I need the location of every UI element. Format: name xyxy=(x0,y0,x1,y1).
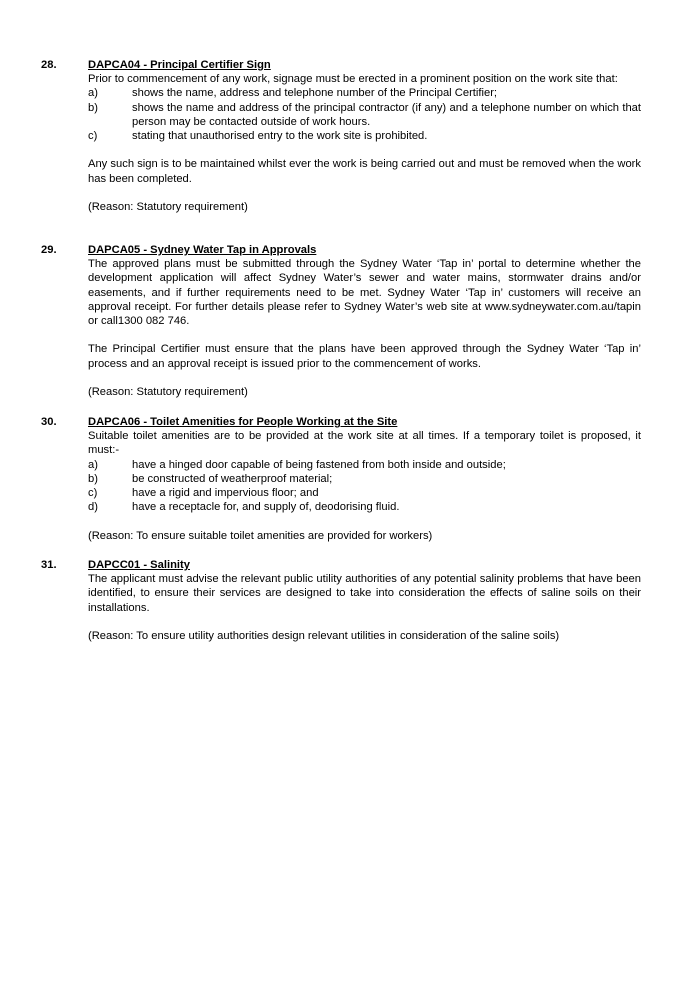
list-item-text: have a receptacle for, and supply of, deodorising fluid. xyxy=(132,501,400,514)
condition-number: 28. xyxy=(41,59,57,71)
condition-body xyxy=(88,415,641,543)
condition-title: DAPCA06 - Toilet Amenities for People Working at the Site xyxy=(88,416,398,428)
list-item xyxy=(88,486,641,500)
condition-body xyxy=(88,243,641,399)
condition-intro: The approved plans must be submitted through the Sydney Water ‘Tap in’ portal to determine whether the development application will affect Sydney Water’s sewer and water mains, stormwater drains and/or easements, and if further requirements need to be met. Sydney Water ‘Tap in’ customers will receive an approval receipt. For further details please refer to Sydney Water’s web site at www.sydneywater.com.au/tapin or call1300 082 746. xyxy=(88,258,641,328)
condition-reason: (Reason: To ensure suitable toilet amenities are provided for workers) xyxy=(88,529,433,542)
condition-number: 30. xyxy=(41,416,57,428)
list-item xyxy=(88,101,641,129)
list-item xyxy=(88,500,641,514)
list-item-label: b) xyxy=(88,101,98,114)
list-item-text: be constructed of weatherproof material; xyxy=(132,472,333,485)
condition-list xyxy=(88,458,641,515)
condition-body xyxy=(88,558,641,643)
list-item-label: a) xyxy=(88,87,98,100)
list-item xyxy=(88,129,641,143)
condition-body xyxy=(88,58,641,214)
condition-reason: (Reason: Statutory requirement) xyxy=(88,201,248,213)
condition-intro: The applicant must advise the relevant public utility authorities of any potential salinity problems that have been identified, to ensure their services are designed to take into consideration the effects of saline soils on their installations. xyxy=(88,573,641,614)
list-item-label: b) xyxy=(88,472,98,485)
list-item xyxy=(88,86,641,100)
condition-reason: (Reason: To ensure utility authorities design relevant utilities in consideration of the saline soils) xyxy=(88,630,560,642)
condition-title: DAPCC01 - Salinity xyxy=(88,559,190,571)
list-item-text: shows the name and address of the principal contractor (if any) and a telephone number on which that person may be contacted outside of work hours. xyxy=(132,101,641,128)
list-item xyxy=(88,458,641,472)
condition-title: DAPCA04 - Principal Certifier Sign xyxy=(88,59,271,71)
list-item-label: d) xyxy=(88,501,98,514)
condition-reason: (Reason: Statutory requirement) xyxy=(88,386,248,398)
condition-paragraph: Any such sign is to be maintained whilst ever the work is being carried out and must be removed when the work has been completed. xyxy=(88,158,641,185)
condition-list xyxy=(88,86,641,143)
condition-number: 31. xyxy=(41,559,57,571)
condition-number: 29. xyxy=(41,244,57,256)
list-item-text: have a rigid and impervious floor; and xyxy=(132,487,319,500)
list-item-label: c) xyxy=(88,130,98,143)
condition-paragraph: The Principal Certifier must ensure that the plans have been approved through the Sydney Water ‘Tap in’ process and an approval receipt is issued prior to the commencement of works. xyxy=(88,343,641,370)
list-item xyxy=(88,472,641,486)
list-item-label: c) xyxy=(88,487,98,500)
list-item-text: have a hinged door capable of being fastened from both inside and outside; xyxy=(132,458,506,471)
condition-title: DAPCA05 - Sydney Water Tap in Approvals xyxy=(88,244,317,256)
list-item-text: stating that unauthorised entry to the work site is prohibited. xyxy=(132,130,428,143)
list-item-text: shows the name, address and telephone number of the Principal Certifier; xyxy=(132,87,498,100)
condition-intro: Suitable toilet amenities are to be provided at the work site at all times. If a temporary toilet is proposed, it must:- xyxy=(88,430,641,457)
condition-intro: Prior to commencement of any work, signage must be erected in a prominent position on the work site that: xyxy=(88,73,618,86)
list-item-label: a) xyxy=(88,458,98,471)
